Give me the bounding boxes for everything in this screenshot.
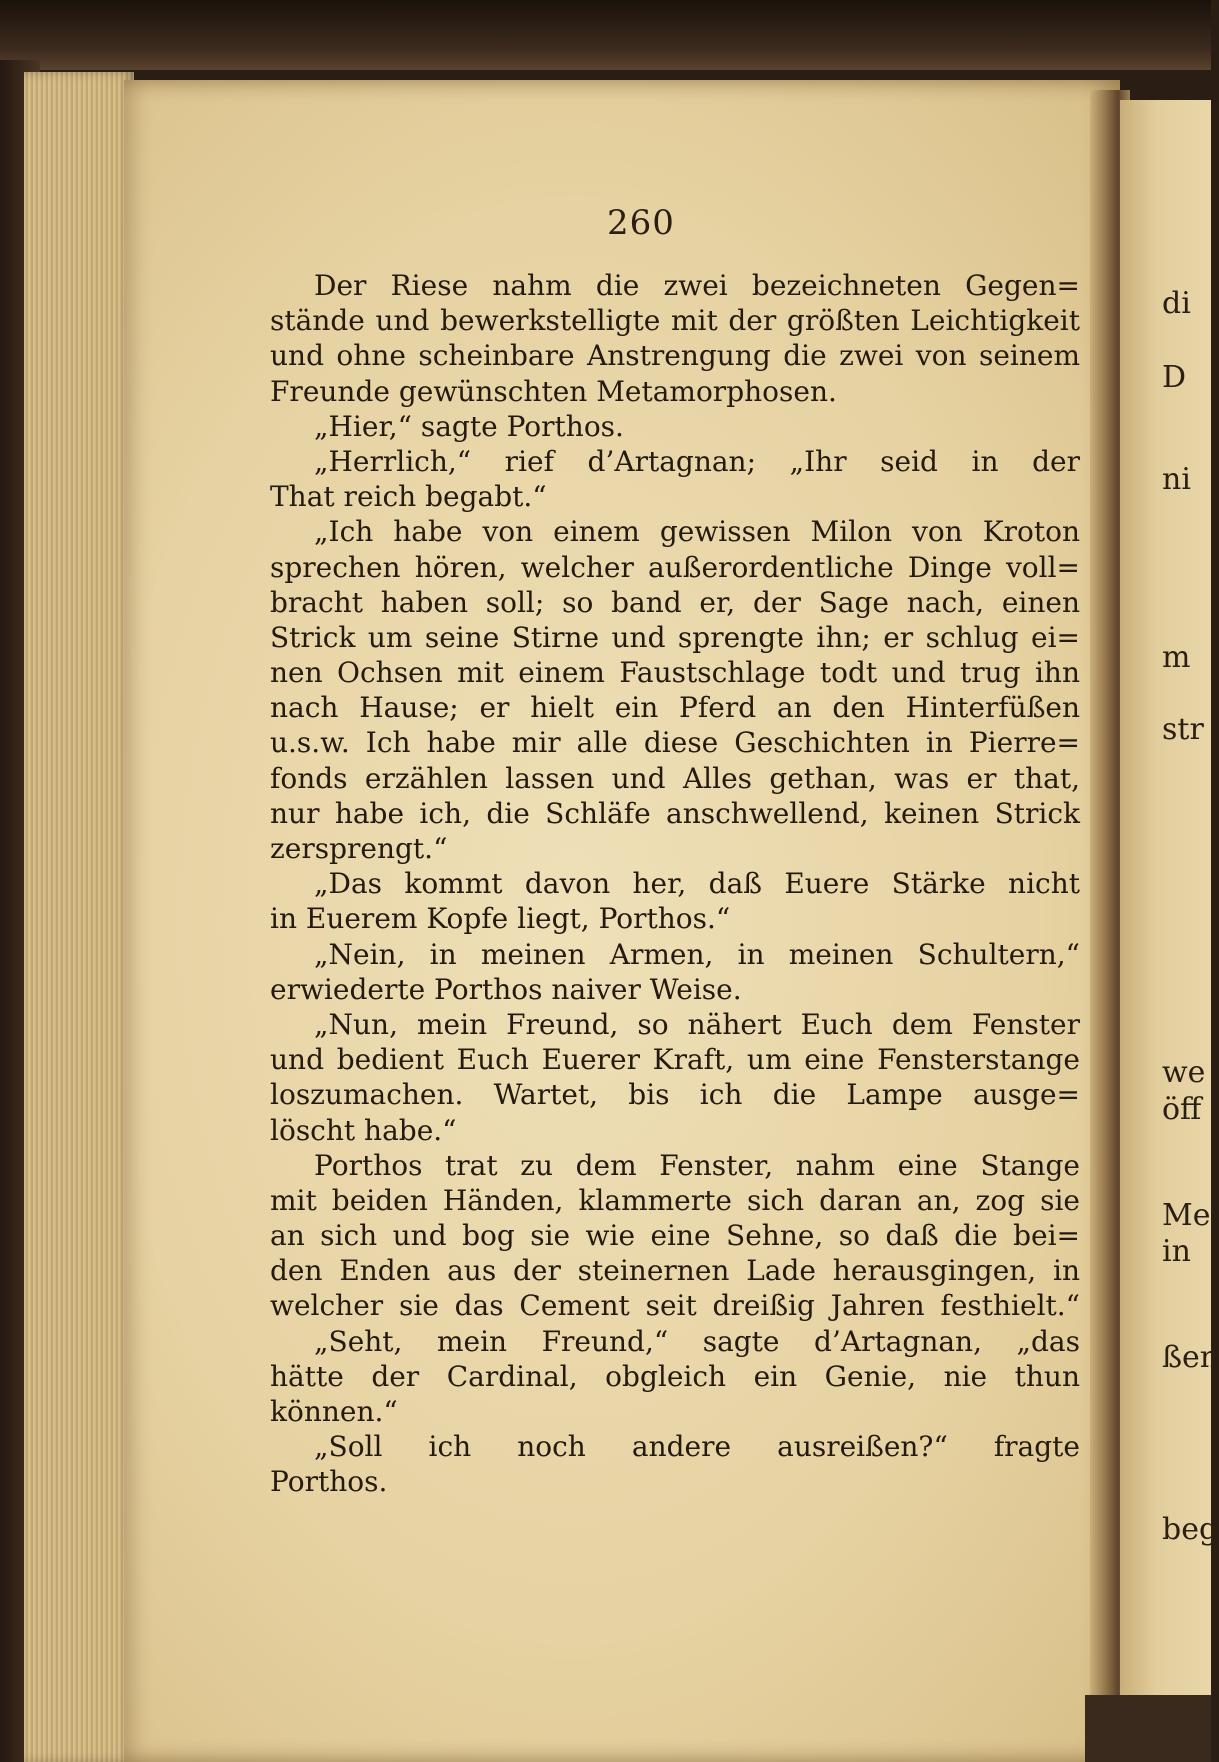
text-line: fonds erzählen lassen und Alles gethan, was er that, <box>270 761 1080 795</box>
text-line: in Euerem Kopfe liegt, Porthos.“ <box>270 902 731 936</box>
text-line: „Das kommt davon her, daß Euere Stärke nicht <box>314 867 1080 901</box>
facing-page-fragment: ßen <box>1162 1340 1219 1375</box>
text-line: „Seht, mein Freund,“ sagte d’Artagnan, „das <box>314 1324 1080 1358</box>
text-line: „Herrlich,“ rief d’Artagnan; „Ihr seid in der <box>314 444 1080 478</box>
text-line: und bedient Euch Euerer Kraft, um eine Fensterstange <box>270 1043 1080 1077</box>
facing-page-fragment: beg <box>1162 1512 1219 1547</box>
text-line: Der Riese nahm die zwei bezeichneten Gegen= <box>314 269 1080 302</box>
text-line: u.s.w. Ich habe mir alle diese Geschichten in Pierre= <box>270 726 1080 760</box>
text-line: mit beiden Händen, klammerte sich daran an, zog sie <box>270 1183 1080 1217</box>
text-line: „Nein, in meinen Armen, in meinen Schultern,“ <box>314 937 1080 971</box>
text-line: nen Ochsen mit einem Faustschlage todt und trug ihn <box>270 656 1080 690</box>
text-line: an sich und bog sie wie eine Sehne, so daß die bei= <box>270 1219 1080 1253</box>
text-line: That reich begabt.“ <box>270 480 547 514</box>
book-cover-bottom <box>1085 1695 1211 1762</box>
text-line: Freunde gewünschten Metamorphosen. <box>270 374 837 408</box>
text-line: Porthos trat zu dem Fenster, nahm eine Stange <box>314 1148 1080 1182</box>
text-line: „Soll ich noch andere ausreißen?“ fragte <box>314 1430 1080 1464</box>
text-line: welcher sie das Cement seit dreißig Jahren festhielt.“ <box>270 1289 1080 1323</box>
facing-page-fragment: m <box>1162 640 1191 675</box>
text-line: erwiederte Porthos naiver Weise. <box>270 972 742 1006</box>
text-line: bracht haben soll; so band er, der Sage nach, einen <box>270 585 1080 619</box>
facing-page-fragment: di <box>1162 286 1191 321</box>
text-line: „Ich habe von einem gewissen Milon von Kroton <box>314 515 1080 549</box>
page-stack-edges <box>24 72 134 1762</box>
text-line: Porthos. <box>270 1465 388 1499</box>
text-line: den Enden aus der steinernen Lade herausgingen, in <box>270 1254 1080 1288</box>
text-line: Strick um seine Stirne und sprengte ihn; er schlug ei= <box>270 620 1080 654</box>
text-line: hätte der Cardinal, obgleich ein Genie, nie thun <box>270 1359 1080 1393</box>
facing-page-fragment: in <box>1162 1234 1191 1269</box>
text-line: und ohne scheinbare Anstrengung die zwei von seinem <box>270 339 1080 373</box>
facing-page-fragment: D <box>1162 360 1187 395</box>
text-line: stände und bewerkstelligte mit der größten Leichtigkeit <box>270 304 1080 338</box>
facing-page-fragment: öff <box>1162 1092 1202 1127</box>
facing-page-fragment: Me <box>1162 1198 1211 1233</box>
text-line: „Nun, mein Freund, so nähert Euch dem Fenster <box>314 1007 1080 1041</box>
text-line: nur habe ich, die Schläfe anschwellend, keinen Strick <box>270 796 1080 830</box>
book-cover-top <box>0 0 1211 70</box>
text-line: sprechen hören, welcher außerordentliche Dinge voll= <box>270 550 1080 584</box>
body-text <box>270 268 1080 1500</box>
text-line: können.“ <box>270 1395 398 1428</box>
facing-page-fragment: ni <box>1162 462 1191 497</box>
page-number: 260 <box>607 203 675 243</box>
text-line: nach Hause; er hielt ein Pferd an den Hinterfüßen <box>270 691 1080 725</box>
text-line: „Hier,“ sagte Porthos. <box>314 409 624 443</box>
text-line: löscht habe.“ <box>270 1113 457 1147</box>
text-line: loszumachen. Wartet, bis ich die Lampe ausge= <box>270 1078 1080 1112</box>
facing-page-fragment: str <box>1162 712 1204 747</box>
facing-page-fragment: we <box>1162 1055 1206 1090</box>
text-line: zersprengt.“ <box>270 832 448 865</box>
